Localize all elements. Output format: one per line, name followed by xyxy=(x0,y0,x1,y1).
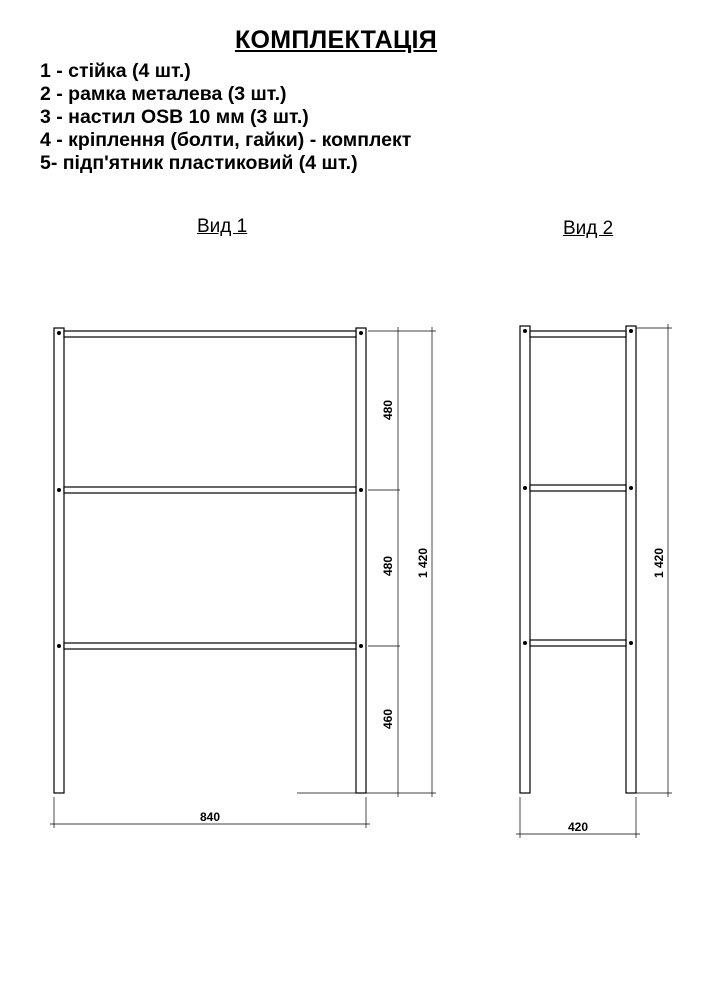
top-frame xyxy=(64,331,356,337)
left-post xyxy=(54,328,64,793)
middle-frame xyxy=(530,485,626,491)
page-title: КОМПЛЕКТАЦІЯ xyxy=(234,26,438,54)
kit-item: 3 - настил OSB 10 мм (3 шт.) xyxy=(40,106,309,128)
view-1-dim-section-3: 460 xyxy=(381,708,395,730)
view-1-drawing xyxy=(54,328,366,793)
kit-item: 1 - стійка (4 шт.) xyxy=(40,60,191,82)
view-1-dim-height: 1 420 xyxy=(416,547,430,579)
bottom-frame xyxy=(64,643,356,649)
view-2-dim-width: 420 xyxy=(567,820,589,834)
kit-item: 4 - кріплення (болти, гайки) - комплект xyxy=(40,129,412,151)
view-2-dimension-lines xyxy=(516,324,672,838)
kit-item: 2 - рамка металева (3 шт.) xyxy=(40,83,287,105)
left-post xyxy=(520,326,530,793)
kit-item: 5- підп'ятник пластиковий (4 шт.) xyxy=(40,152,358,174)
view-1-dim-section-1: 480 xyxy=(381,399,395,421)
view-1-dim-width: 840 xyxy=(199,810,221,824)
view-1-label: Вид 1 xyxy=(197,216,248,237)
view-2-dim-height: 1 420 xyxy=(652,547,666,579)
top-frame xyxy=(530,331,626,337)
view-2-label: Вид 2 xyxy=(563,218,614,239)
view-1-dim-section-2: 480 xyxy=(381,555,395,577)
view-1-dimension-lines xyxy=(50,327,436,828)
middle-frame xyxy=(64,487,356,493)
view-2-drawing xyxy=(520,326,636,793)
right-post xyxy=(626,326,636,793)
right-post xyxy=(356,328,366,793)
bottom-frame xyxy=(530,640,626,646)
